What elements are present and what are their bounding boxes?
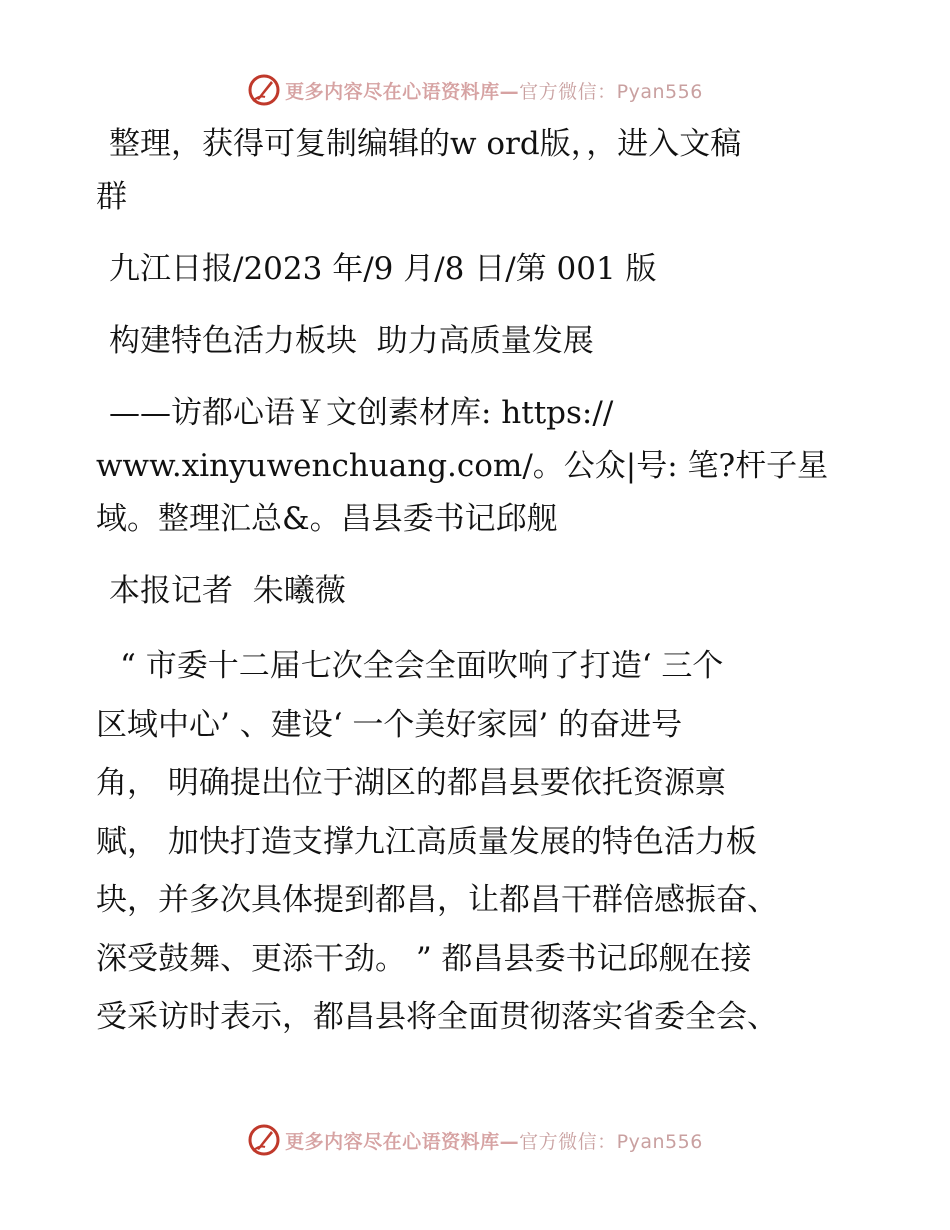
intro-line-2: 群 [96,179,127,215]
document-page [96,118,856,1066]
header-watermark-banner [0,70,950,110]
header-dash: — [499,80,520,103]
subhead-line-2: www.xinyuwenchuang.com/。公众|号: 笔?杆子星 [96,448,829,484]
byline: 本报记者 朱曦薇 [109,573,346,609]
intro-text [96,118,856,224]
footer-site-name: 更多内容尽在心语资料库 [285,1130,500,1153]
body-line: 区域中心’ 、建设‘ 一个美好家园’ 的奋进号 [96,706,683,743]
subhead-line-3: 域。整理汇总&。昌县委书记邱舰 [96,501,558,537]
subhead-line-1: ——访都心语￥文创素材库: https:// [109,395,614,431]
headline: 构建特色活力板块 助力高质量发展 [109,323,594,359]
body-line: 角， 明确提出位于湖区的都昌县要依托资源禀 [96,765,726,801]
body-line: 受采访时表示，都昌县将全面贯彻落实省委全会、 [96,999,778,1035]
quill-logo-icon [247,1123,281,1157]
intro-line-1: 整理，获得可复制编辑的w ord版，，进入文稿 [109,126,742,162]
header-banner-text [285,77,703,104]
footer-banner-text [285,1127,703,1154]
footer-dash: — [499,1130,520,1153]
header-wechat: 官方微信：Pyan556 [519,80,703,103]
quill-logo-icon [247,73,281,107]
body-line: 赋， 加快打造支撑九江高质量发展的特色活力板 [96,823,757,860]
dateline: 九江日报/2023 年/9 月/8 日/第 001 版 [109,251,657,287]
header-site-name: 更多内容尽在心语资料库 [285,80,500,103]
body-paragraph [96,637,856,1047]
subhead [96,387,856,546]
body-line: “ 市委十二届七次全会全面吹响了打造‘ 三个 [120,648,724,684]
body-line: 块，并多次具体提到都昌，让都昌干群倍感振奋、 [96,882,778,918]
footer-wechat: 官方微信：Pyan556 [519,1130,703,1153]
footer-watermark-banner [0,1120,950,1160]
body-line: 深受鼓舞、更添干劲。 ” 都昌县委书记邱舰在接 [96,940,752,977]
